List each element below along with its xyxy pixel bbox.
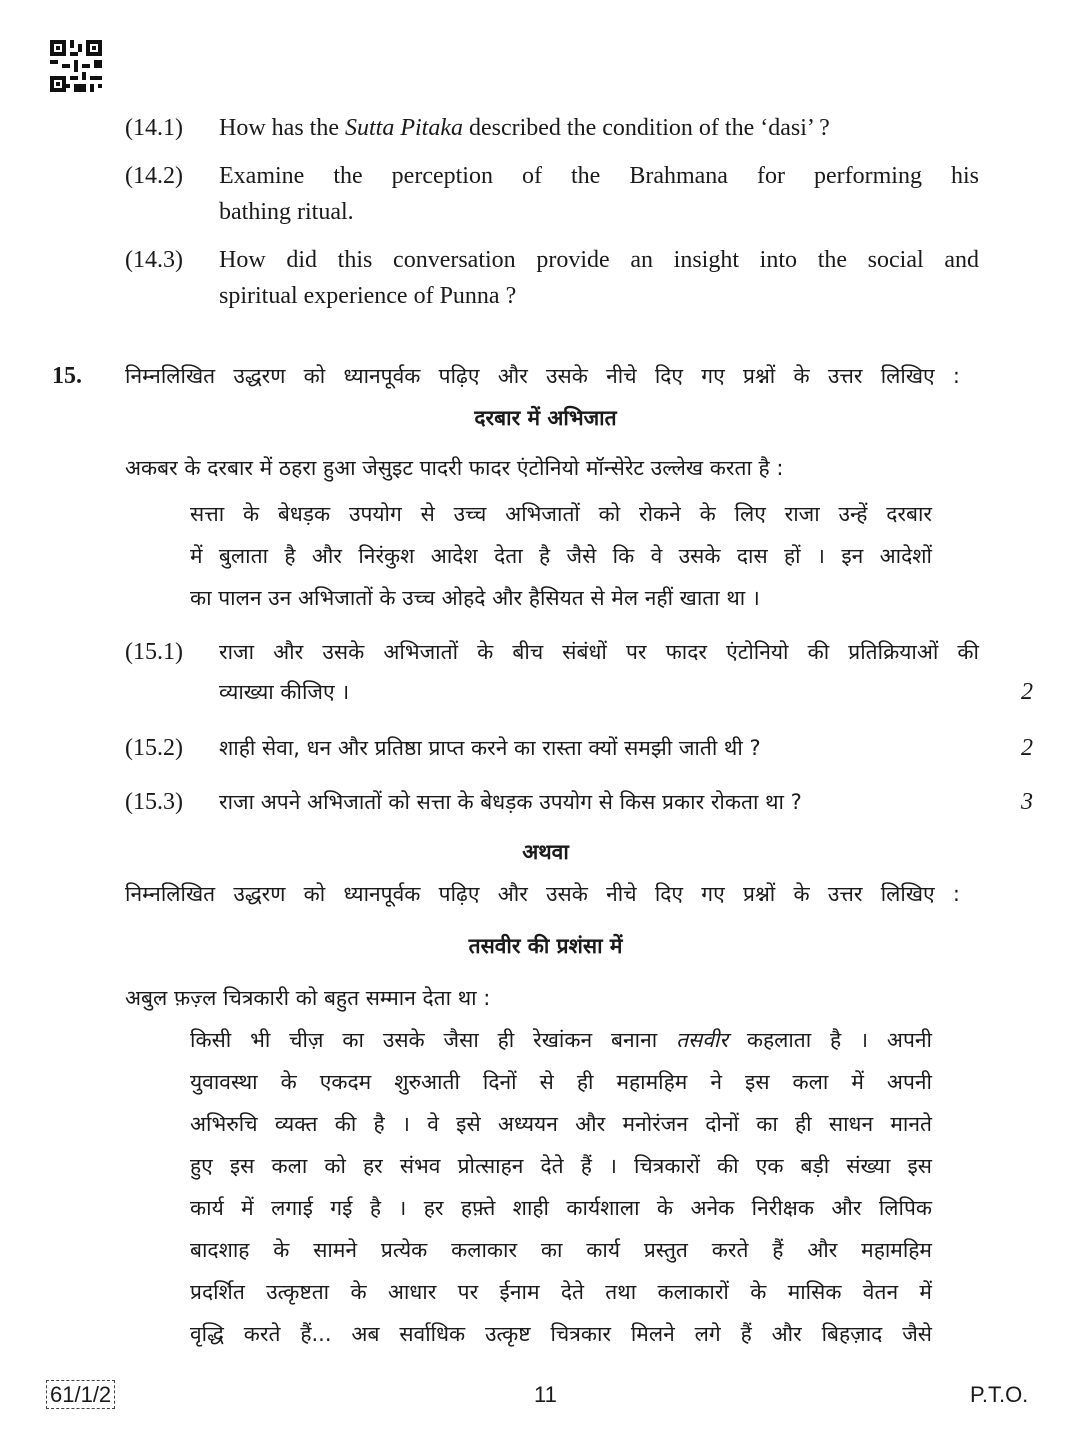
q15-quote-line-3: का पालन उन अभिजातों के उच्च ओहदे और हैसियत से मेल नहीं खाता था । xyxy=(190,586,760,610)
paper-code: 61/1/2 xyxy=(46,1382,115,1408)
q14-3-line-2: spiritual experience of Punna ? xyxy=(219,283,517,309)
q15-alt-quote-line-2: युवावस्था के एकदम शुरुआती दिनों से ही महामहिम ने इस कला में अपनी xyxy=(190,1070,932,1094)
q15-alt-quote-line-4: हुए इस कला को हर संभव प्रोत्साहन देते हैं । चित्रकारों की एक बड़ी संख्या इस xyxy=(190,1154,932,1178)
q15-passage-title: दरबार में अभिजात xyxy=(474,406,617,430)
q15-alt-instruction: निम्नलिखित उद्धरण को ध्यानपूर्वक पढ़िए और उसके नीचे दिए गए प्रश्नों के उत्तर लिखिए : xyxy=(125,882,960,906)
q14-3-number: (14.3) xyxy=(125,247,183,273)
q14-3-line-1: How did this conversation provide an insight into the social and xyxy=(219,247,979,273)
q15-quote-line-2: में बुलाता है और निरंकुश आदेश देता है जैसे कि वे उसके दास हों । इन आदेशों xyxy=(190,544,932,568)
q15-3-text: राजा अपने अभिजातों को सत्ता के बेधड़क उपयोग से किस प्रकार रोकता था ? xyxy=(219,790,802,814)
q15-1-line-1: राजा और उसके अभिजातों के बीच संबंधों पर फादर एंटोनियो की प्रतिक्रियाओं की xyxy=(219,640,979,664)
q15-1-marks: 2 xyxy=(1021,679,1033,705)
q14-2-line-1: Examine the perception of the Brahmana for performing his xyxy=(219,163,979,189)
page-number: 11 xyxy=(534,1382,557,1407)
q15-2-number: (15.2) xyxy=(125,735,183,761)
q15-2-marks: 2 xyxy=(1021,735,1033,761)
qr-code-icon xyxy=(50,40,102,92)
q14-1-text: How has the Sutta Pitaka described the condition of the ‘dasi’ ? xyxy=(219,115,830,141)
q15-alt-quote-line-6: बादशाह के सामने प्रत्येक कलाकार का कार्य प्रस्तुत करते हैं और महामहिम xyxy=(190,1238,932,1262)
q15-passage-intro: अकबर के दरबार में ठहरा हुआ जेसुइट पादरी फादर एंटोनियो मॉन्सेरेट उल्लेख करता है : xyxy=(125,456,784,480)
q15-alt-quote-line-7: प्रदर्शित उत्कृष्टता के आधार पर ईनाम देते तथा कलाकारों के मासिक वेतन में xyxy=(190,1280,932,1304)
q15-number: 15. xyxy=(52,363,82,389)
q15-3-marks: 3 xyxy=(1021,789,1033,815)
q14-1-number: (14.1) xyxy=(125,115,183,141)
q15-alt-passage-title: तसवीर की प्रशंसा में xyxy=(468,934,623,958)
q15-3-number: (15.3) xyxy=(125,789,183,815)
q15-alt-quote-line-1: किसी भी चीज़ का उसके जैसा ही रेखांकन बनाना तसवीर कहलाता है । अपनी xyxy=(190,1028,932,1052)
q14-2-number: (14.2) xyxy=(125,163,183,189)
or-label: अथवा xyxy=(522,840,569,864)
q15-1-line-2: व्याख्या कीजिए । xyxy=(219,680,350,704)
q15-quote-line-1: सत्ता के बेधड़क उपयोग से उच्च अभिजातों को रोकने के लिए राजा उन्हें दरबार xyxy=(190,502,932,526)
q15-alt-quote-line-5: कार्य में लगाई गई है । हर हफ़्ते शाही कार्यशाला के अनेक निरीक्षक और लिपिक xyxy=(190,1196,932,1220)
q15-1-number: (15.1) xyxy=(125,639,183,665)
q15-alt-quote-line-8: वृद्धि करते हैं... अब सर्वाधिक उत्कृष्ट चित्रकार मिलने लगे हैं और बिहज़ाद जैसे xyxy=(190,1322,932,1346)
q14-2-line-2: bathing ritual. xyxy=(219,199,354,225)
q15-alt-quote-line-3: अभिरुचि व्यक्त की है । वे इसे अध्ययन और मनोरंजन दोनों का ही साधन मानते xyxy=(190,1112,932,1136)
q15-2-text: शाही सेवा, धन और प्रतिष्ठा प्राप्त करने का रास्ता क्यों समझी जाती थी ? xyxy=(219,736,761,760)
pto-label: P.T.O. xyxy=(970,1382,1029,1407)
q15-instruction: निम्नलिखित उद्धरण को ध्यानपूर्वक पढ़िए और उसके नीचे दिए गए प्रश्नों के उत्तर लिखिए : xyxy=(125,364,960,388)
q15-alt-passage-intro: अबुल फ़ज़्ल चित्रकारी को बहुत सम्मान देता था : xyxy=(125,986,491,1010)
